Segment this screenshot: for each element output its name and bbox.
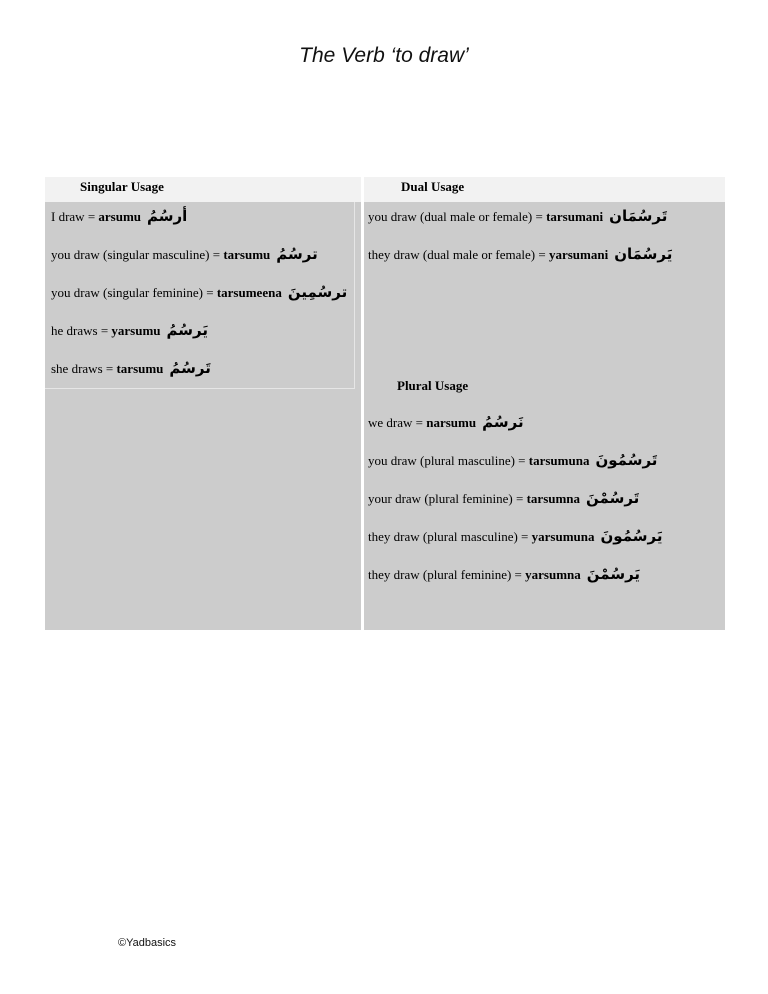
entry-arabic: يَرسُمْنَ [586, 565, 641, 583]
entry-arabic: يَرسُمُونَ [600, 527, 663, 545]
list-item [368, 450, 662, 488]
entry-text: he draws = [51, 323, 112, 338]
entry-transliteration: tarsumna [526, 491, 581, 506]
entry-transliteration: yarsumani [548, 247, 609, 262]
entry-arabic: تَرسُمُونَ [595, 451, 658, 469]
singular-heading: Singular Usage [45, 177, 361, 202]
entry-transliteration: tarsumani [546, 209, 604, 224]
entry-arabic: تَرسُمْنَ [586, 489, 640, 507]
entry-transliteration: tarsumu [116, 361, 164, 376]
entry-transliteration: yarsumna [525, 567, 581, 582]
list-item [51, 358, 354, 388]
list-item [368, 412, 662, 450]
list-item [368, 244, 725, 282]
entry-text: they draw (plural feminine) = [368, 567, 526, 582]
list-item [368, 488, 662, 526]
dual-list [364, 202, 725, 282]
entry-transliteration: arsumu [98, 209, 142, 224]
list-item [368, 564, 662, 602]
entry-text: you draw (singular masculine) = [51, 247, 224, 262]
entry-text: she draws = [51, 361, 117, 376]
entry-arabic: يَرسُمَان [614, 245, 673, 263]
dual-plural-column [364, 177, 725, 630]
entry-transliteration: tarsumu [223, 247, 271, 262]
entry-arabic: تَرسُمَان [609, 207, 668, 225]
entry-text: you draw (singular feminine) = [51, 285, 217, 300]
dual-heading: Dual Usage [364, 177, 725, 202]
singular-column [45, 177, 361, 630]
list-item [368, 526, 662, 564]
entry-transliteration: narsumu [426, 415, 477, 430]
entry-arabic: نَرسُمُ [482, 413, 524, 431]
list-item [51, 244, 354, 282]
plural-list [368, 412, 662, 602]
singular-list [45, 202, 355, 389]
entry-text: your draw (plural feminine) = [368, 491, 527, 506]
list-item [368, 206, 725, 244]
entry-arabic: تَرسُمُ [169, 359, 211, 377]
entry-arabic: أرسُمُ [147, 207, 188, 225]
entry-text: I draw = [51, 209, 99, 224]
entry-text: you draw (plural masculine) = [368, 453, 529, 468]
entry-transliteration: tarsumuna [528, 453, 590, 468]
page-title: The Verb ‘to draw’ [299, 44, 469, 67]
entry-arabic: ترسُمِينَ [287, 283, 348, 301]
list-item [51, 206, 354, 244]
entry-arabic: يَرسُمُ [166, 321, 209, 339]
conjugation-table [45, 177, 725, 630]
entry-transliteration: yarsumuna [531, 529, 595, 544]
entry-arabic: ترسُمُ [276, 245, 318, 263]
copyright-footer: ©Yadbasics [118, 937, 177, 949]
entry-text: you draw (dual male or female) = [368, 209, 547, 224]
entry-text: we draw = [368, 415, 427, 430]
list-item [51, 282, 354, 320]
plural-heading: Plural Usage [397, 378, 469, 393]
entry-transliteration: tarsumeena [216, 285, 282, 300]
entry-text: they draw (dual male or female) = [368, 247, 549, 262]
entry-text: they draw (plural masculine) = [368, 529, 532, 544]
list-item [51, 320, 354, 358]
entry-transliteration: yarsumu [111, 323, 161, 338]
